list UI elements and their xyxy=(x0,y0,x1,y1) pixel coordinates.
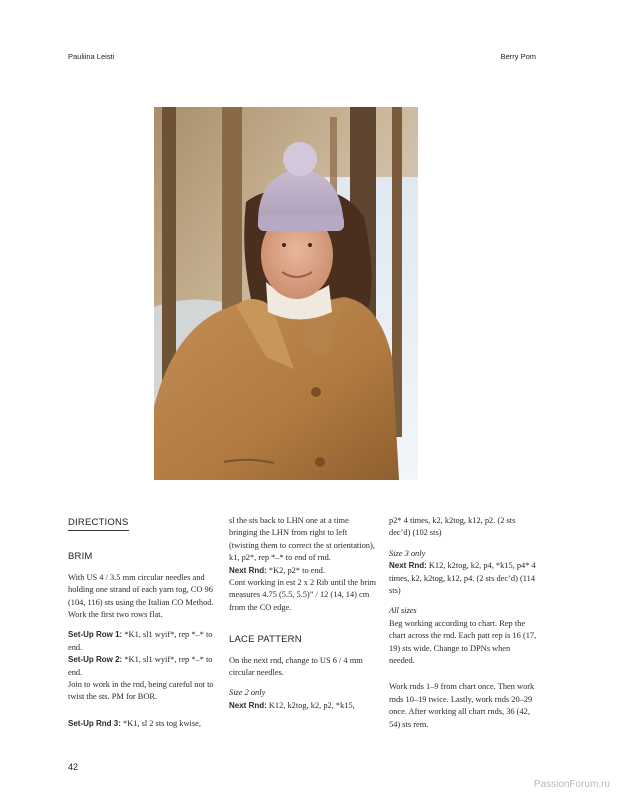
next-rnd-size-2-label: Next Rnd: xyxy=(229,700,267,710)
hat-ribbing xyxy=(258,215,344,231)
model-photo xyxy=(154,107,418,480)
setup-rnd-3-continued: sl the sts back to LHN one at a time bringing the LHN from right to left (twisting them to correct the st orientation), k1, p2*, rep *–* to end of rnd. xyxy=(229,516,375,563)
hat-pompom xyxy=(283,142,317,176)
eye-left xyxy=(282,243,286,247)
setup-row-1-text: *K1, sl1 wyif*, rep *–* to end. xyxy=(68,630,213,652)
all-sizes-heading: All sizes xyxy=(389,606,417,616)
section-heading-lace-pattern: LACE PATTERN xyxy=(229,634,302,646)
next-rnd-rib-text: *K2, p2* to end. xyxy=(266,565,325,575)
next-rnd-rib xyxy=(229,565,377,577)
setup-row-1 xyxy=(68,629,216,654)
next-rnd-size-3-text: K12, k2tog, k2, p4, *k15, p4* 4 times, k2, k2tog, k12, p4. (2 sts dec’d) (114 sts) xyxy=(389,561,536,596)
running-header-author: Pauliina Leisti xyxy=(68,52,115,61)
size-2-continued: p2* 4 times, k2, k2tog, k12, p2. (2 sts dec’d) (102 sts) xyxy=(389,516,516,538)
next-rnd-rib-label: Next Rnd: xyxy=(229,565,267,575)
setup-rnd-3-label: Set-Up Rnd 3: xyxy=(68,718,121,728)
setup-row-2-text: *K1, sl1 wyif*, rep *–* to end. xyxy=(68,655,213,677)
text-column-3 xyxy=(389,515,537,731)
rib-paragraph: Cont working in est 2 x 2 Rib until the brim measures 4.75 (5.5, 5.5)” / 12 (14, 14) cm from the CO edge. xyxy=(229,578,377,612)
tree-trunk-left xyxy=(162,107,176,397)
setup-row-1-label: Set-Up Row 1: xyxy=(68,630,123,640)
work-rounds-paragraph: Work rnds 1–9 from chart once. Then work rnds 10–19 twice. Lastly, work rnds 20–29 once. After working all chart rnds, 36 (42, 54) sts rem. xyxy=(389,682,535,729)
coat-button-top xyxy=(311,387,321,397)
next-rnd-size-3 xyxy=(389,560,537,597)
chart-paragraph: Beg working according to chart. Rep the chart across the rnd. Each patt rep is 16 (17, 19) sts wide. Change to DPNs when needed. xyxy=(389,618,537,666)
next-rnd-size-2-text: K12, k2tog, k2, p2, *k15, xyxy=(266,700,355,710)
section-heading-brim: BRIM xyxy=(68,551,93,563)
site-watermark: PassionForum.ru xyxy=(533,779,610,790)
text-column-1 xyxy=(68,515,216,730)
text-column-2 xyxy=(229,515,377,712)
size-2-heading: Size 2 only xyxy=(229,688,266,698)
section-heading-directions: DIRECTIONS xyxy=(68,517,129,531)
eye-right xyxy=(308,243,312,247)
next-rnd-size-2 xyxy=(229,700,377,712)
join-paragraph: Join to work in the rnd, being careful not to twist the sts. PM for BOR. xyxy=(68,680,214,702)
size-3-heading: Size 3 only xyxy=(389,548,426,558)
running-header-pattern-name: Berry Pom xyxy=(500,52,536,61)
lace-intro-paragraph: On the next rnd, change to US 6 / 4 mm circular needles. xyxy=(229,655,363,678)
setup-rnd-3-text: *K1, sl 2 sts tog kwise, xyxy=(120,718,201,728)
setup-row-2 xyxy=(68,654,216,679)
setup-rnd-3 xyxy=(68,718,216,730)
brim-intro-paragraph: With US 4 / 3.5 mm circular needles and holding one strand of each yarn tog, CO 96 (104, 116) sts using the Italian CO Method. Work the first two rows flat. xyxy=(68,572,214,620)
setup-row-2-label: Set-Up Row 2: xyxy=(68,655,123,665)
tree-trunk-center xyxy=(222,107,242,327)
coat-button-bottom xyxy=(315,457,325,467)
next-rnd-size-3-label: Next Rnd: xyxy=(389,561,427,571)
page-number: 42 xyxy=(68,762,79,772)
